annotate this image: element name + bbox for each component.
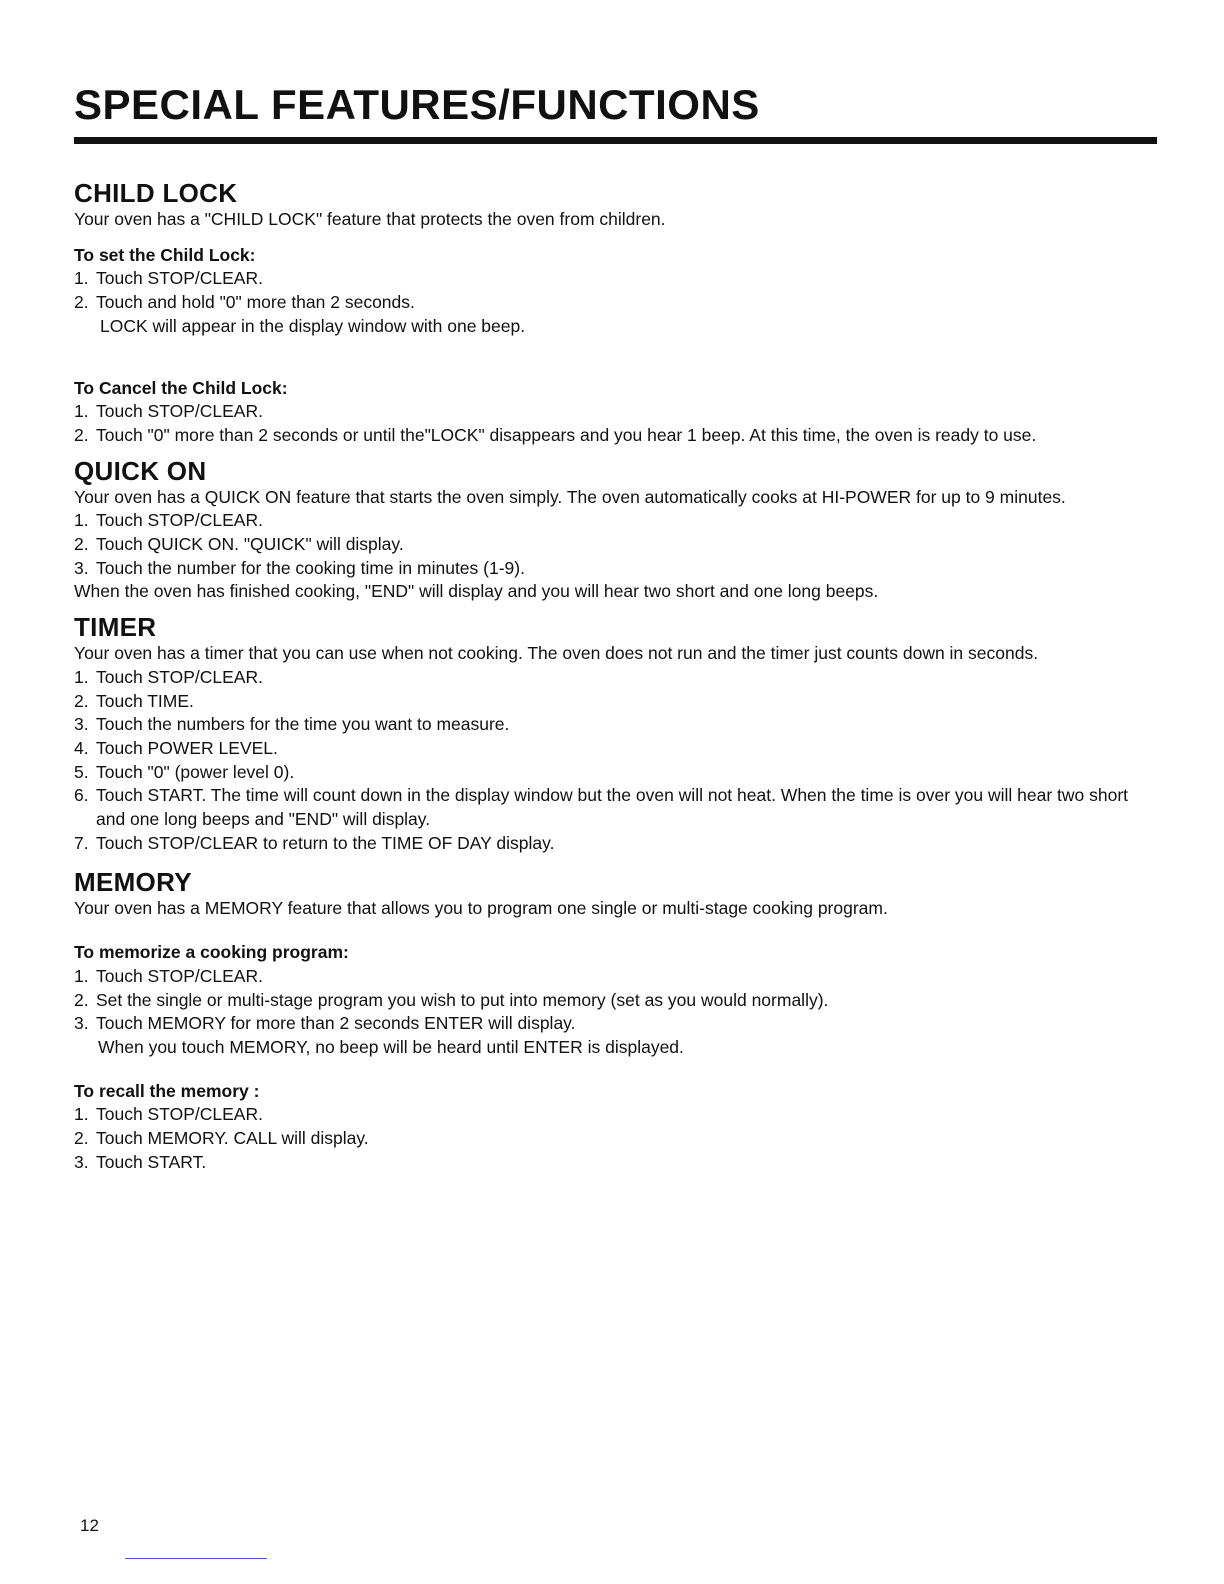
step-number: 1.	[74, 510, 89, 531]
footer-line	[125, 1558, 267, 1559]
step-number: 1.	[74, 965, 89, 986]
step-number: 3.	[74, 557, 89, 578]
step-item	[74, 690, 1134, 714]
step-list	[74, 1103, 1134, 1174]
section-title: TIMER	[74, 612, 157, 643]
step-item	[74, 291, 1134, 315]
step-text: Touch STOP/CLEAR to return to the TIME OF DAY display.	[96, 832, 555, 853]
step-list	[74, 965, 1134, 1036]
subsection-title: To memorize a cooking program:	[74, 942, 349, 963]
step-text: Touch QUICK ON. "QUICK" will display.	[96, 534, 404, 555]
step-item	[74, 761, 1134, 785]
section-memory	[74, 867, 1134, 1174]
section-intro: Your oven has a QUICK ON feature that starts the oven simply. The oven automatically cooks at HI-POWER for up to 9 minutes.	[74, 486, 1066, 507]
section-quick-on	[74, 456, 1134, 605]
section-child-lock	[74, 178, 1134, 448]
step-item	[74, 832, 1134, 856]
step-list	[74, 666, 1134, 856]
step-item	[74, 509, 1134, 533]
page-number: 12	[80, 1516, 99, 1535]
section-title: QUICK ON	[74, 455, 207, 486]
step-text: Touch MEMORY for more than 2 seconds ENTER will display.	[96, 1013, 576, 1034]
step-number: 1.	[74, 268, 89, 289]
step-text: Touch and hold "0" more than 2 seconds.	[96, 292, 415, 313]
step-number: 4.	[74, 737, 89, 758]
step-number: 5.	[74, 761, 89, 782]
step-number: 3.	[74, 1151, 89, 1172]
step-text: Touch START.	[96, 1151, 207, 1172]
step-item	[74, 1012, 1134, 1036]
step-number: 3.	[74, 714, 89, 735]
page-title: SPECIAL FEATURES/FUNCTIONS	[74, 81, 760, 128]
step-text: Touch the numbers for the time you want to measure.	[96, 714, 510, 735]
step-number: 1.	[74, 401, 89, 422]
step-number: 1.	[74, 666, 89, 687]
step-item	[74, 1103, 1134, 1127]
step-text: Touch the number for the cooking time in minutes (1-9).	[96, 557, 525, 578]
step-item	[74, 737, 1134, 761]
step-number: 2.	[74, 1128, 89, 1149]
step-text: Touch STOP/CLEAR.	[96, 965, 263, 986]
step-number: 6.	[74, 785, 89, 806]
step-item	[74, 533, 1134, 557]
section-outro: When the oven has finished cooking, "END" will display and you will hear two short and one long beeps.	[74, 581, 879, 602]
subsection-title: To set the Child Lock:	[74, 244, 256, 265]
subsection-title: To Cancel the Child Lock:	[74, 377, 288, 398]
step-item	[74, 557, 1134, 581]
section-intro: Your oven has a timer that you can use when not cooking. The oven does not run and the timer just counts down in seconds.	[74, 643, 1039, 664]
step-note: When you touch MEMORY, no beep will be heard until ENTER is displayed.	[98, 1036, 684, 1057]
step-number: 7.	[74, 832, 89, 853]
section-intro: Your oven has a "CHILD LOCK" feature that protects the oven from children.	[74, 209, 666, 229]
step-text: Touch MEMORY. CALL will display.	[96, 1128, 369, 1149]
step-item	[74, 666, 1134, 690]
step-list	[74, 267, 1134, 314]
step-text: Touch STOP/CLEAR.	[96, 510, 263, 531]
step-item	[74, 713, 1134, 737]
step-text: Touch STOP/CLEAR.	[96, 268, 263, 289]
step-text: Set the single or multi-stage program you wish to put into memory (set as you would normally).	[96, 989, 829, 1010]
step-list	[74, 400, 1134, 447]
step-text: Touch STOP/CLEAR.	[96, 401, 263, 422]
step-item	[74, 989, 1134, 1013]
step-text: Touch POWER LEVEL.	[96, 737, 278, 758]
step-text: Touch "0" more than 2 seconds or until the"LOCK" disappears and you hear 1 beep. At this time, the oven is ready to use.	[96, 424, 1037, 445]
step-number: 2.	[74, 292, 89, 313]
step-item	[74, 400, 1134, 424]
section-timer	[74, 612, 1134, 855]
step-item	[74, 267, 1134, 291]
step-item	[74, 1151, 1134, 1175]
section-title: MEMORY	[74, 867, 192, 898]
step-item	[74, 1127, 1134, 1151]
title-rule	[74, 137, 1157, 144]
section-title: CHILD LOCK	[74, 178, 238, 208]
step-number: 2.	[74, 690, 89, 711]
subsection-title: To recall the memory :	[74, 1080, 260, 1101]
step-text: Touch STOP/CLEAR.	[96, 666, 263, 687]
section-intro: Your oven has a MEMORY feature that allows you to program one single or multi-stage cooking program.	[74, 898, 888, 919]
step-note: LOCK will appear in the display window with one beep.	[100, 315, 526, 336]
step-number: 1.	[74, 1104, 89, 1125]
step-item	[74, 424, 1134, 448]
step-item	[74, 784, 1134, 831]
page-content	[74, 178, 1134, 1175]
step-text: Touch "0" (power level 0).	[96, 761, 295, 782]
step-text: Touch START. The time will count down in the display window but the oven will not heat. When the time is over you will hear two short and one long beeps and "END" will display.	[96, 785, 1129, 830]
step-number: 2.	[74, 534, 89, 555]
step-list	[74, 509, 1134, 580]
step-number: 2.	[74, 424, 89, 445]
step-text: Touch STOP/CLEAR.	[96, 1104, 263, 1125]
step-text: Touch TIME.	[96, 690, 194, 711]
step-number: 2.	[74, 989, 89, 1010]
step-item	[74, 965, 1134, 989]
step-number: 3.	[74, 1013, 89, 1034]
